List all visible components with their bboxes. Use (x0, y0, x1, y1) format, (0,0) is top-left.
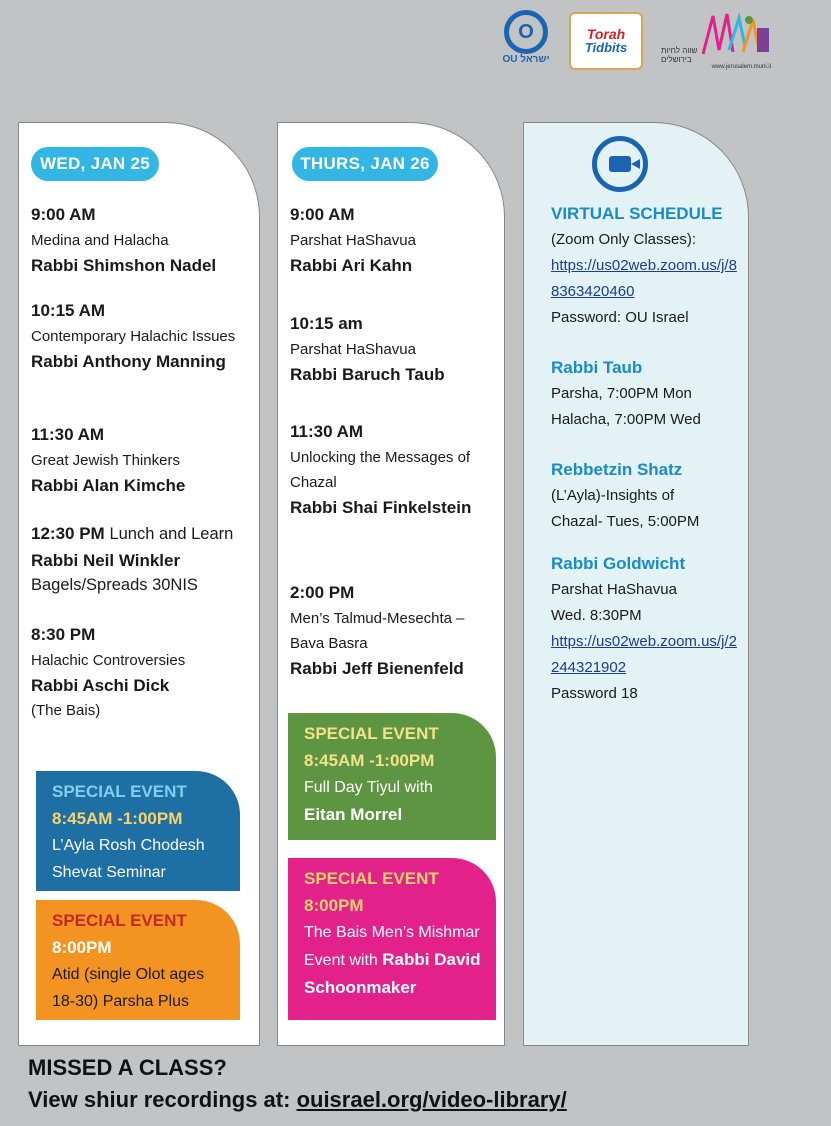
entry-description: Contemporary Halachic Issues (31, 328, 236, 345)
jerusalem-text-line2: בירושלים (661, 55, 692, 64)
virtual-item-line: Halacha, 7:00PM Wed (551, 411, 701, 428)
entry-speaker: Rabbi Shai Finkelstein (290, 498, 472, 517)
virtual-subheading: (Zoom Only Classes): (551, 231, 697, 248)
wed-special-event-2 (36, 900, 240, 1020)
entry-description: Great Jewish Thinkers (31, 452, 180, 469)
virtual-item-line: Parsha, 7:00PM Mon (551, 385, 692, 402)
entry-description: Men’s Talmud-Mesechta – Bava Basra (290, 610, 465, 652)
special-event-time: 8:45AM -1:00PM (304, 751, 435, 770)
zoom-video-icon (592, 136, 648, 192)
entry-time: 11:30 AM (31, 425, 105, 444)
entry-time: 9:00 AM (31, 205, 96, 224)
zoom-link-2[interactable]: https://us02web.zoom.us/j/2244321902 (551, 633, 737, 676)
virtual-item-shatz (551, 457, 740, 535)
missed-class-heading: MISSED A CLASS? (28, 1055, 227, 1080)
entry-time: 2:00 PM (290, 583, 355, 602)
entry-description: Parshat HaShavua (290, 341, 416, 358)
camera-shape (609, 156, 631, 172)
special-event-title: SPECIAL EVENT (304, 724, 439, 743)
entry-speaker: Rabbi Ari Kahn (290, 256, 413, 275)
virtual-schedule-heading: VIRTUAL SCHEDULE (551, 204, 723, 223)
entry-speaker: Rabbi Alan Kimche (31, 476, 186, 495)
virtual-item-line: Parshat HaShavua (551, 581, 677, 598)
entry-description: Medina and Halacha (31, 232, 169, 249)
wed-entry-1 (31, 201, 251, 278)
special-event-speaker: Eitan Morrel (304, 805, 403, 824)
entry-time: 10:15 AM (31, 301, 106, 320)
camera-lens-shape (631, 159, 640, 169)
virtual-item-line: Wed. 8:30PM (551, 607, 642, 624)
thu-special-event-2 (288, 858, 496, 1020)
wed-entry-5 (31, 621, 251, 723)
wed-special-event-1 (36, 771, 240, 891)
entry-time: 9:00 AM (290, 205, 355, 224)
thursday-date-pill: THURS, JAN 26 (292, 147, 438, 181)
entry-speaker: Rabbi Baruch Taub (290, 365, 445, 384)
entry-time: 11:30 AM (290, 422, 364, 441)
entry-speaker: Rabbi Jeff Bienenfeld (290, 659, 464, 678)
zoom-link-1[interactable]: https://us02web.zoom.us/j/88363420460 (551, 257, 737, 300)
video-library-link[interactable]: ouisrael.org/video-library/ (296, 1087, 567, 1112)
entry-speaker: Rabbi Neil Winkler (31, 551, 181, 570)
jerusalem-url: www.jerusalem.muni.il (711, 64, 771, 70)
zoom-password-2: Password 18 (551, 685, 638, 702)
jerusalem-logo-text (661, 46, 697, 64)
jerusalem-text-line1: שווה לחיות (661, 46, 698, 55)
special-event-title: SPECIAL EVENT (52, 782, 187, 801)
special-event-text: L’Ayla Rosh Chodesh Shevat Seminar (52, 837, 205, 881)
virtual-item-line: Chazal- Tues, 5:00PM (551, 513, 700, 530)
wed-entry-2 (31, 297, 251, 375)
special-event-title: SPECIAL EVENT (52, 911, 187, 930)
logo-bar (501, 10, 771, 70)
special-event-speaker: Rabbi David Schoonmaker (304, 950, 481, 997)
entry-inline-title: Lunch and Learn (109, 525, 234, 543)
entry-time-line (31, 520, 251, 548)
torah-logo-line1: Torah (586, 26, 626, 42)
entry-time: 12:30 PM (31, 524, 105, 543)
wednesday-date-pill: WED, JAN 25 (31, 147, 159, 181)
special-event-text: Full Day Tiyul with (304, 779, 433, 796)
jerusalem-art-icon (699, 10, 771, 56)
entry-speaker: Rabbi Aschi Dick (31, 676, 170, 695)
virtual-header-block (551, 201, 740, 331)
entry-speaker: Rabbi Shimshon Nadel (31, 256, 217, 275)
thu-entry-4 (290, 579, 496, 681)
thu-entry-2 (290, 310, 496, 387)
virtual-item-name: Rabbi Taub (551, 358, 643, 377)
virtual-item-name: Rabbi Goldwicht (551, 554, 686, 573)
thu-special-event-1 (288, 713, 496, 840)
special-event-time: 8:00PM (304, 896, 364, 915)
ou-logo-text: OU ישראל (502, 54, 550, 65)
virtual-schedule-column (523, 122, 749, 1046)
torah-tidbits-logo (569, 12, 643, 70)
ou-mark: O (504, 10, 548, 54)
wed-entry-3 (31, 421, 251, 498)
entry-body (31, 324, 251, 375)
special-event-time: 8:45AM -1:00PM (52, 809, 183, 828)
entry-description: Halachic Controversies (31, 652, 186, 669)
virtual-item-taub (551, 355, 740, 433)
thu-entry-1 (290, 201, 496, 278)
entry-description: Parshat HaShavua (290, 232, 416, 249)
special-event-time: 8:00PM (52, 938, 112, 957)
recordings-prefix: View shiur recordings at: (28, 1087, 297, 1112)
recordings-line (28, 1084, 567, 1116)
ou-israel-logo (501, 10, 551, 70)
zoom-password-1: Password: OU Israel (551, 309, 689, 326)
thu-entry-3 (290, 418, 496, 520)
torah-logo-line2: Tidbits (584, 40, 628, 55)
wed-entry-4 (31, 520, 251, 598)
virtual-item-line: (L’Ayla)-Insights of (551, 487, 675, 504)
entry-extra: (The Bais) (31, 702, 101, 719)
special-event-text: The Bais Men’s Mishmar Event with (304, 924, 480, 969)
entry-extra: Bagels/Spreads 30NIS (31, 576, 198, 594)
footer (28, 1052, 567, 1116)
virtual-item-goldwicht (551, 551, 740, 707)
entry-time: 10:15 am (290, 314, 363, 333)
jerusalem-municipality-logo (661, 10, 771, 70)
entry-description: Unlocking the Messages of Chazal (290, 449, 471, 491)
special-event-body (304, 919, 486, 1002)
special-event-title: SPECIAL EVENT (304, 869, 439, 888)
entry-speaker: Rabbi Anthony Manning (31, 352, 226, 371)
entry-time: 8:30 PM (31, 625, 96, 644)
virtual-item-name: Rebbetzin Shatz (551, 460, 683, 479)
special-event-text: Atid (single Olot ages 18-30) Parsha Plus (52, 966, 205, 1010)
